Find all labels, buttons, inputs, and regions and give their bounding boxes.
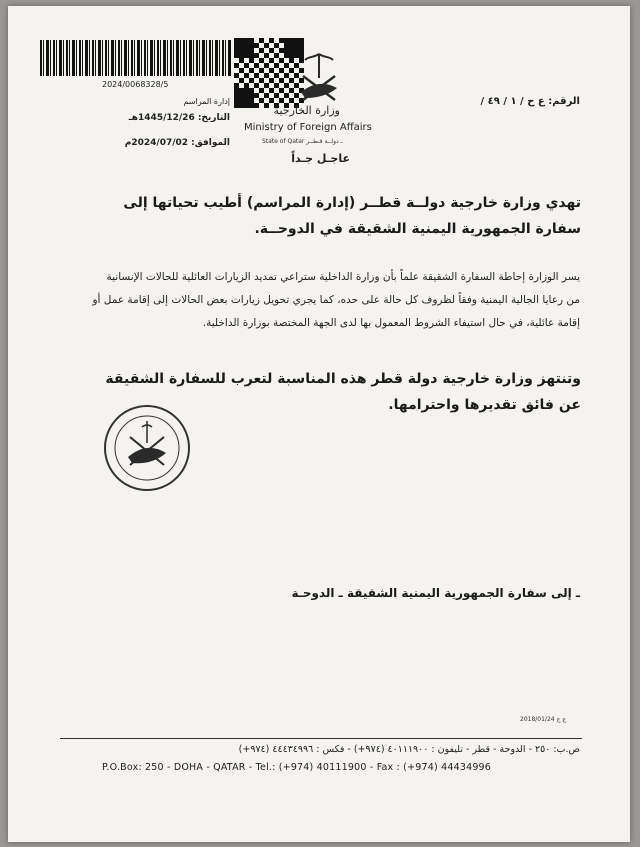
date-hijri: التاريخ: 1445/12/26هـ: [128, 113, 230, 123]
ministry-name-en: Ministry of Foreign Affairs: [244, 122, 372, 133]
urgency-label: عاجـل جـداً: [291, 152, 350, 165]
reference-number: 2024/0068328/5: [102, 80, 169, 89]
reference-label: الرقم: ع ح / ١ / ٤٩ /: [480, 96, 580, 107]
ministry-name-ar: وزارة الخارجية: [273, 104, 340, 117]
form-code: 2018/01/24 ج ج: [520, 716, 567, 723]
ministry-seal-icon: [104, 405, 190, 491]
department-label: إدارة المراسم: [183, 97, 230, 106]
footer-address-ar: ص.ب: ٢٥٠ - الدوحة - قطر - تليفون : ٤٠١١١٩٠٠ (٩٧٤+) - فكس : ٤٤٤٣٤٩٩٦ (٩٧٤+): [238, 744, 580, 755]
date-gregorian: الموافق: 2024/07/02م: [124, 138, 230, 148]
footer-address-en: P.O.Box: 250 - DOHA - QATAR - Tel.: (+974) 40111900 - Fax : (+974) 44434996: [102, 762, 492, 773]
letter-opening: تهدي وزارة خارجية دولــة قطــر (إدارة المراسم) أطيب تحياتها إلى سفارة الجمهورية اليمنية الشقيقة في الدوحــة.: [123, 195, 581, 237]
barcode-icon: [40, 40, 232, 76]
qatar-emblem-icon: [295, 48, 343, 106]
letter-body: يسر الوزارة إحاطة السفارة الشقيقة علماً بأن وزارة الداخلية ستراعي تمديد الزيارات العائلية للحالات الإنسانية من رعايا الجالية اليمنية وفقاً لظروف كل حالة على حده، كما يجري تحويل زيارات بعض الحالات إلى إقامة عمل أو إقامة عائلية، في حال استيفاء الشروط المعمول بها لدى الجهة المختصة بوزارة الداخلية.: [92, 271, 580, 329]
recipient-line: ـ إلى سفارة الجمهورية اليمنية الشقيقة ـ الدوحـة: [291, 586, 580, 600]
state-line: State of Qatar ـ دولــة قـطــر: [262, 138, 343, 145]
footer-divider: [60, 738, 582, 739]
letter-closing: وتنتهز وزارة خارجية دولة قطر هذه المناسبة لتعرب للسفارة الشقيقة عن فائق تقديرها واحترامها.: [105, 371, 581, 413]
